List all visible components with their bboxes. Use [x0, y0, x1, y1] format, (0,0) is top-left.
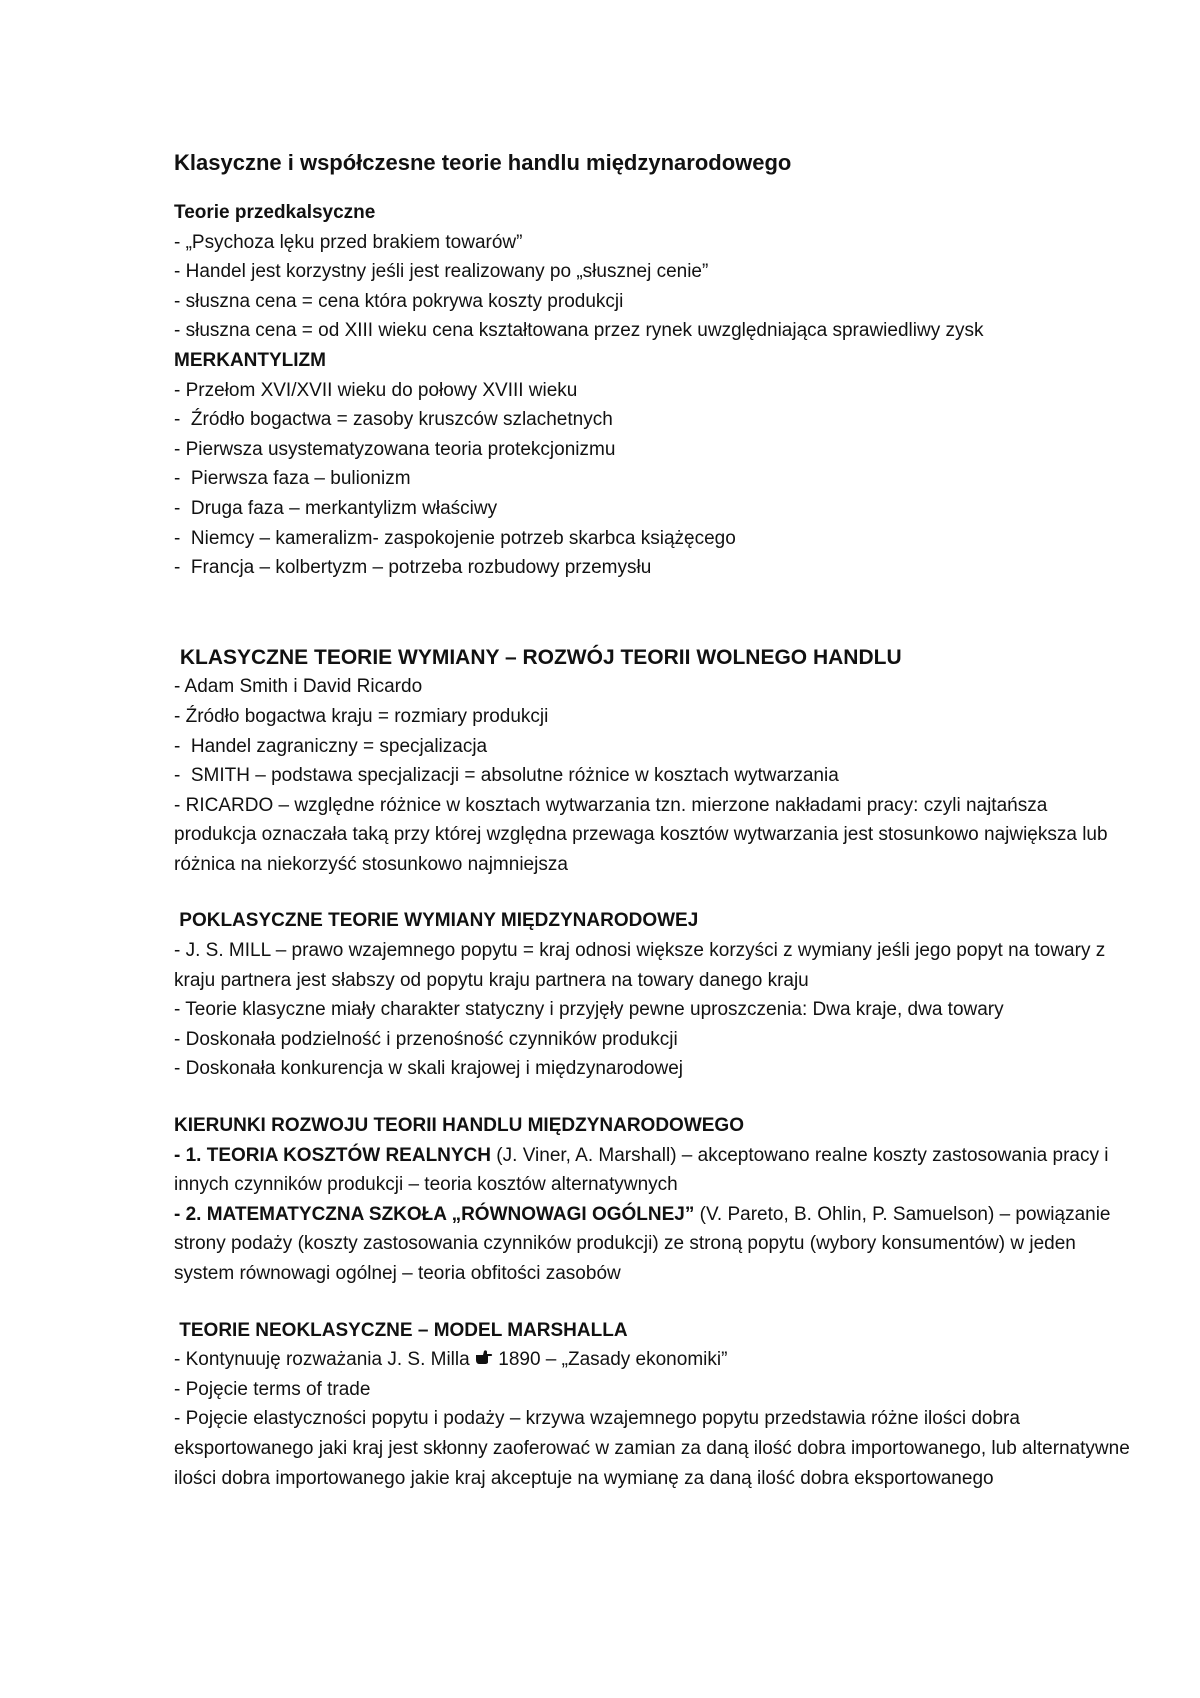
list-item: - Handel jest korzystny jeśli jest realizowany po „słusznej cenie” — [174, 261, 709, 283]
section-heading-preclassical: Teorie przedkalsyczne — [174, 202, 376, 223]
list-item: - Źródło bogactwa kraju = rozmiary produkcji — [174, 705, 549, 727]
pointing-hand-icon — [475, 1345, 493, 1375]
list-item: - „Psychoza lęku przed brakiem towarów” — [174, 231, 523, 253]
list-item: - słuszna cena = cena która pokrywa koszty produkcji — [174, 290, 624, 312]
section-heading-neoclassical: TEORIE NEOKLASYCZNE – MODEL MARSHALLA — [174, 1319, 628, 1341]
spacer — [174, 583, 1134, 643]
mill-paragraph: - J. S. MILL – prawo wzajemnego popytu = kraj odnosi większe korzyści z wymiany jeśli jego popyt na towary z kraju partnera jest słabszy od popytu kraju partnera na towary danego kraju — [174, 940, 1106, 991]
real-costs-paragraph — [174, 1141, 1134, 1200]
list-item: - Adam Smith i David Ricardo — [174, 676, 423, 698]
list-item — [174, 1345, 1134, 1375]
list-item: - Źródło bogactwa = zasoby kruszców szlachetnych — [174, 409, 613, 431]
list-item: - Francja – kolbertyzm – potrzeba rozbudowy przemysłu — [174, 557, 652, 579]
list-item: - Pierwsza usystematyzowana teoria protekcjonizmu — [174, 438, 616, 460]
list-item: - słuszna cena = od XIII wieku cena kształtowana przez rynek uwzględniająca sprawiedliwy zysk — [174, 320, 984, 342]
document-page — [174, 148, 1134, 1493]
general-equilibrium-paragraph — [174, 1200, 1134, 1289]
list-item: - Doskonała podzielność i przenośność czynników produkcji — [174, 1028, 678, 1050]
zasady-text: 1890 – „Zasady ekonomiki” — [492, 1349, 728, 1371]
general-equilibrium-text: (V. Pareto, B. Ohlin, P. Samuelson) – powiązanie strony podaży (koszty zastosowania czynników produkcji) ze stroną popytu (wybory konsumentów) w jeden system równowagi ogólnej – teoria obfitości zasobów — [174, 1203, 1111, 1284]
list-item: - Pojęcie terms of trade — [174, 1378, 371, 1400]
list-item: - Doskonała konkurencja w skali krajowej i międzynarodowej — [174, 1058, 684, 1080]
section-heading-mercantilism: MERKANTYLIZM — [174, 349, 326, 371]
real-costs-label: - 1. TEORIA KOSZTÓW REALNYCH — [174, 1144, 492, 1166]
list-item: - Pierwsza faza – bulionizm — [174, 468, 411, 490]
general-equilibrium-label: - 2. MATEMATYCZNA SZKOŁA „RÓWNOWAGI OGÓLNEJ” — [174, 1203, 695, 1225]
elasticity-paragraph: - Pojęcie elastyczności popytu i podaży – krzywa wzajemnego popytu przedstawia różne ilości dobra eksportowanego jaki kraj jest skłonny zaoferować w zamian za daną ilość dobra importowanego, lub alternatywne ilości dobra importowanego jakie kraj akceptuje na wymianę za daną ilość dobra eksportowanego — [174, 1408, 1130, 1489]
list-item: - Handel zagraniczny = specjalizacja — [174, 735, 488, 757]
list-item: - Druga faza – merkantylizm właściwy — [174, 497, 498, 519]
real-costs-text: (J. Viner, A. Marshall) – akceptowano realne koszty zastosowania pracy i innych czynników produkcji – teoria kosztów alternatywnych — [174, 1144, 1109, 1196]
spacer — [174, 879, 1134, 906]
spacer — [174, 1289, 1134, 1316]
section-heading-development-directions: KIERUNKI ROZWOJU TEORII HANDLU MIĘDZYNARODOWEGO — [174, 1115, 744, 1137]
milla-text: - Kontynuuję rozważania J. S. Milla — [174, 1349, 475, 1371]
section-heading-classical-theories: KLASYCZNE TEORIE WYMIANY – ROZWÓJ TEORII WOLNEGO HANDLU — [174, 645, 902, 669]
section-heading-postclassical: POKLASYCZNE TEORIE WYMIANY MIĘDZYNARODOWEJ — [174, 910, 699, 932]
ricardo-paragraph: - RICARDO – względne różnice w kosztach wytwarzania tzn. mierzone nakładami pracy: czyli najtańsza produkcja oznaczała taką przy której względna przewaga kosztów wytwarzania jest stosunkowo największa lub różnica na niekorzyść stosunkowo najmniejsza — [174, 794, 1108, 875]
static-theories-paragraph: - Teorie klasyczne miały charakter statyczny i przyjęły pewne uproszczenia: Dwa kraje, dwa towary — [174, 999, 1004, 1021]
spacer — [174, 1084, 1134, 1111]
list-item: - Przełom XVI/XVII wieku do połowy XVIII wieku — [174, 379, 578, 401]
list-item: - SMITH – podstawa specjalizacji = absolutne różnice w kosztach wytwarzania — [174, 765, 839, 787]
document-title: Klasyczne i współczesne teorie handlu międzynarodowego — [174, 150, 792, 175]
list-item: - Niemcy – kameralizm- zaspokojenie potrzeb skarbca książęcego — [174, 527, 736, 549]
